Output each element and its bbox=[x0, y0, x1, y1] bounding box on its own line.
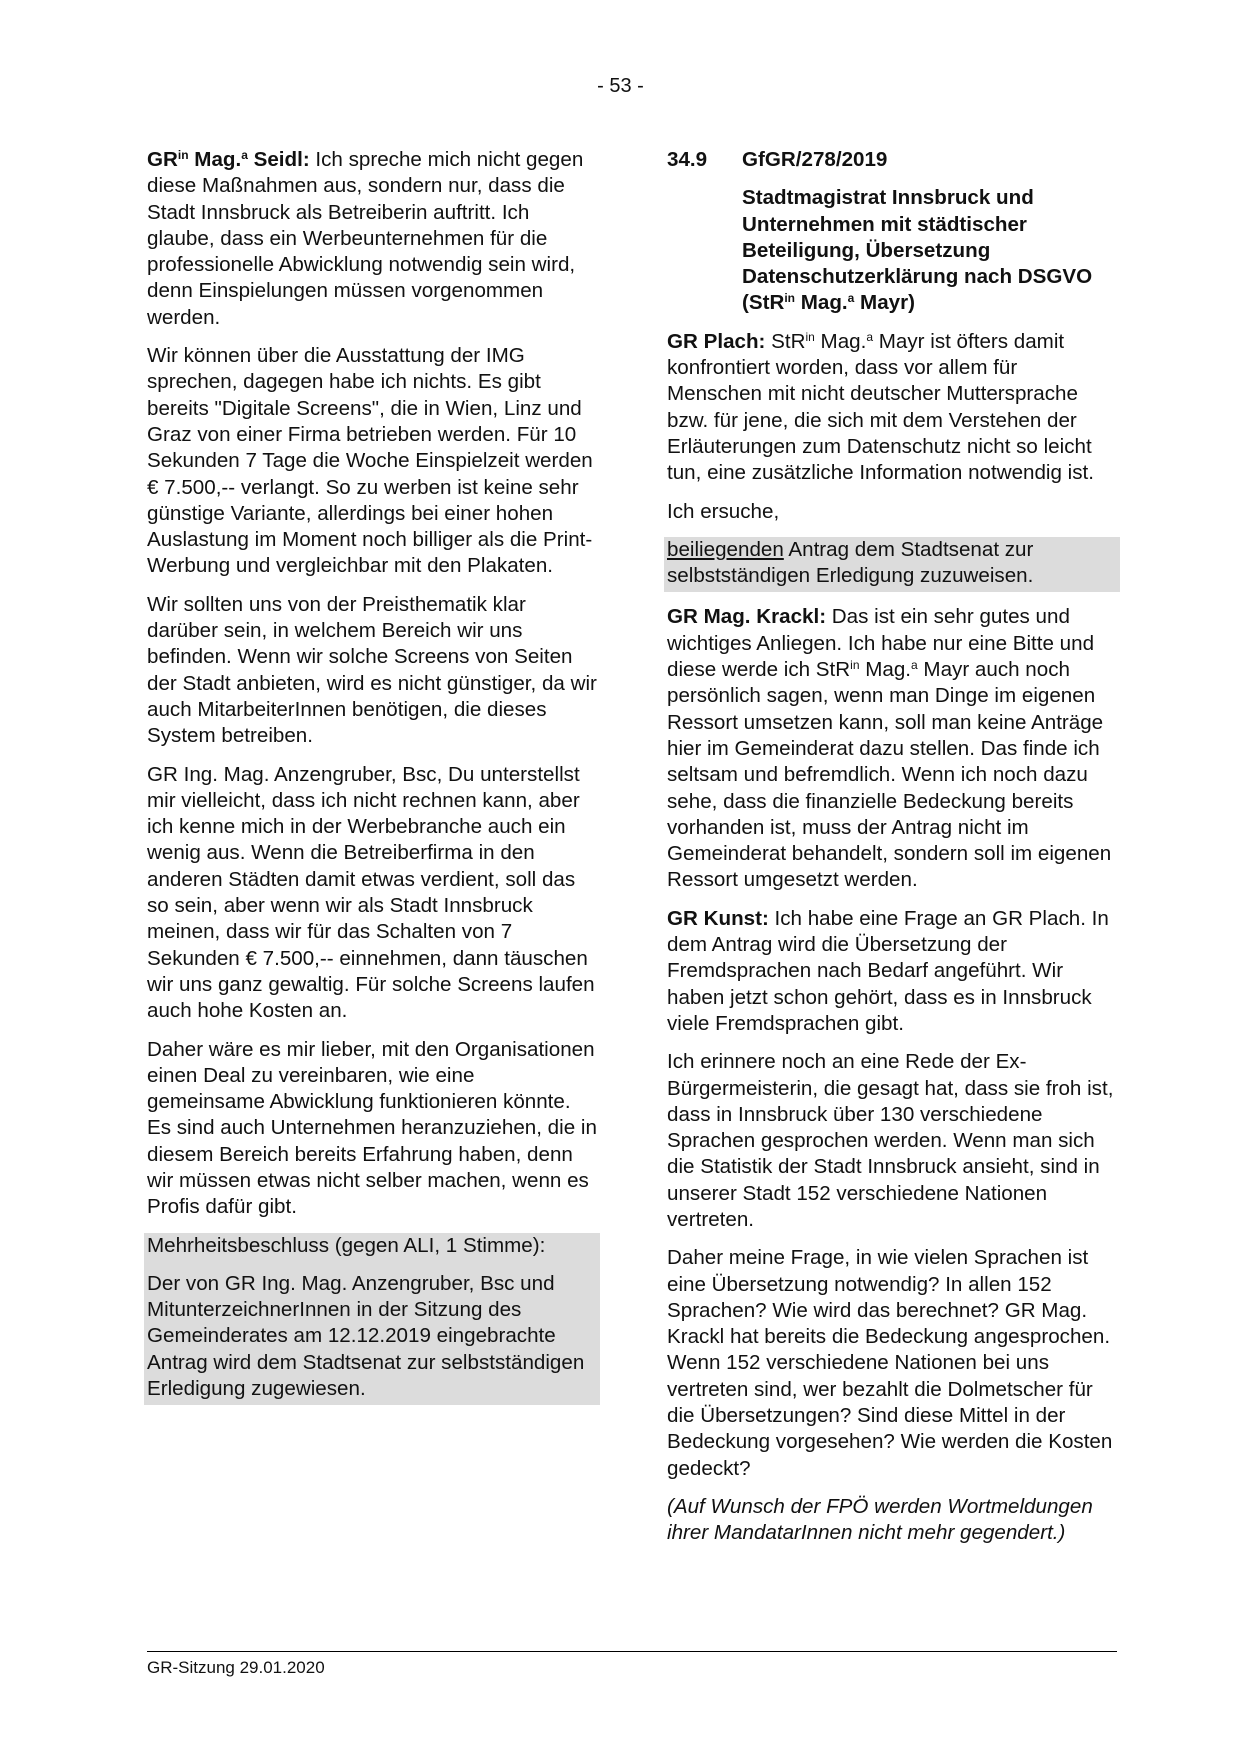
request-box bbox=[664, 537, 1120, 593]
speaker-krackl: GR Mag. Krackl: bbox=[667, 605, 827, 629]
footer-divider bbox=[147, 1651, 1117, 1652]
editorial-note: (Auf Wunsch der FPÖ werden Wortmeldungen ihrer MandatarInnen nicht mehr gegendert.) bbox=[667, 1494, 1093, 1545]
request-text: beiliegenden Antrag dem Stadtsenat zur selbstständigen Erledigung zuzuweisen. bbox=[667, 537, 1034, 588]
paragraph: Daher meine Frage, in wie vielen Sprachen ist eine Übersetzung notwendig? In allen 152 Sprachen? Wie wird das berechnet? GR Mag. Krackl hat bereits die Bedeckung angesprochen. Wenn 152 verschiedene Nationen bei uns vertreten sind, wer bezahlt die Dolmetscher für die Übersetzungen? Sind diese Mittel in der Bedeckung vorgesehen? Wie werden die Kosten gedeckt? bbox=[667, 1246, 1113, 1480]
speaker-plach: GR Plach: bbox=[667, 329, 766, 353]
resolution-heading: Mehrheitsbeschluss (gegen ALI, 1 Stimme): bbox=[147, 1233, 546, 1257]
paragraph-plach: GR Plach: StR$^{in}$ Mag.$^a$ Mayr ist öfters damit konfrontiert worden, dass vor allem für Menschen mit nicht deutscher Muttersprache bzw. für jene, die sich mit dem Verstehen der Erläuterungen zum Datenschutz nicht so leicht tun, eine zusätzliche Information notwendig ist. bbox=[667, 329, 1094, 485]
paragraph: Wir können über die Ausstattung der IMG sprechen, dagegen habe ich nichts. Es gibt bereits "Digitale Screens", die in Wien, Linz und Graz von einer Firma betrieben werden. Für 10 Sekunden 7 Tage die Woche Einspielzeit werden € 7.500,-- verlangt. So zu werben ist keine sehr günstige Variante, allerdings bei einer hohen Auslastung im Moment noch billiger als die Print-Werbung und vergleichbar mit den Plakaten. bbox=[147, 344, 593, 578]
agenda-item-number: 34.9 bbox=[667, 148, 708, 171]
paragraph-krackl: GR Mag. Krackl: Das ist ein sehr gutes und wichtiges Anliegen. Ich habe nur eine Bitte und diese werde ich StR$^{in}$ Mag.$^a$ Mayr auch noch persönlich sagen, wenn man Dinge im eigenen Ressort umsetzen kann, soll man keine Anträge hier im Gemeinderat dazu stellen. Das finde ich seltsam und befremdlich. Wenn ich noch dazu sehe, dass die finanzielle Bedeckung bereits vorhanden ist, muss der Antrag nicht im Gemeinderat behandelt, sondern soll im eigenen Ressort umgesetzt werden. bbox=[667, 605, 1112, 892]
agenda-item-header bbox=[667, 147, 1117, 173]
paragraph: Wir sollten uns von der Preisthematik klar darüber sein, in welchem Bereich wir uns befinden. Wenn wir solche Screens von Seiten der Stadt anbieten, wird es nicht günstiger, da wir auch MitarbeiterInnen benötigen, die dieses System betreiben. bbox=[147, 592, 597, 748]
agenda-item-code: GfGR/278/2019 bbox=[742, 148, 888, 171]
resolution-text: Der von GR Ing. Mag. Anzengruber, Bsc und MitunterzeichnerInnen in der Sitzung des Gemeinderates am 12.12.2019 eingebrachte Antrag wird dem Stadtsenat zur selbstständigen Erledigung zugewiesen. bbox=[147, 1271, 585, 1401]
right-column bbox=[667, 147, 1117, 1559]
paragraph-kunst: GR Kunst: Ich habe eine Frage an GR Plach. In dem Antrag wird die Übersetzung der Fremdsprachen nach Bedarf angeführt. Wir haben jetzt schon gehört, dass es in Innsbruck viele Fremdsprachen gibt. bbox=[667, 906, 1109, 1035]
paragraph: GR Ing. Mag. Anzengruber, Bsc, Du unterstellst mir vielleicht, dass ich nicht rechnen kann, aber ich kenne mich in der Werbebranche auch ein wenig aus. Wenn die Betreiberfirma in den anderen Städten damit etwas verdient, soll das so sein, aber wenn wir als Stadt Innsbruck meinen, dass wir für das Schalten von 7 Sekunden € 7.500,-- einnehmen, dann täuschen wir uns ganz gewaltig. Für solche Screens laufen auch hohe Kosten an. bbox=[147, 762, 595, 1023]
resolution-box bbox=[144, 1233, 600, 1406]
agenda-item-title: Stadtmagistrat Innsbruck und Unternehmen mit städtischer Beteiligung, Übersetzung Datenschutzerklärung nach DSGVO (StR$^{in}$ Mag.$^a$ Mayr) bbox=[742, 186, 1093, 315]
paragraph: Ich ersuche, bbox=[667, 499, 780, 523]
speaker-seidl: $GR^{in}$ Mag.$^a$ Seidl: bbox=[147, 148, 310, 171]
left-column bbox=[147, 147, 597, 1405]
paragraph: Daher wäre es mir lieber, mit den Organisationen einen Deal zu vereinbaren, wie eine gemeinsame Abwicklung funktionieren könnte. Es sind auch Unternehmen heranzuziehen, die in diesem Bereich bereits Erfahrung haben, denn wir müssen etwas nicht selber machen, wenn es Profis dafür gibt. bbox=[147, 1037, 597, 1219]
speaker-kunst: GR Kunst: bbox=[667, 906, 769, 930]
paragraph-seidl: $GR^{in}$ Mag.$^a$ Seidl: Ich spreche mich nicht gegen diese Maßnahmen aus, sondern nur, dass die Stadt Innsbruck als Betreiberin auftritt. Ich glaube, dass ein Werbeunternehmen für die professionelle Abwicklung notwendig sein wird, denn Einspielungen müssen vorgenommen werden. bbox=[147, 148, 584, 329]
footer-session-date: GR-Sitzung 29.01.2020 bbox=[147, 1658, 325, 1677]
paragraph: Ich erinnere noch an eine Rede der Ex-Bürgermeisterin, die gesagt hat, dass sie froh ist, dass in Innsbruck über 130 verschiedene Sprachen gesprochen werden. Wenn man sich die Statistik der Stadt Innsbruck ansieht, sind in unserer Stadt 152 verschiedene Nationen vertreten. bbox=[667, 1050, 1114, 1231]
page-number: - 53 - bbox=[597, 75, 644, 97]
